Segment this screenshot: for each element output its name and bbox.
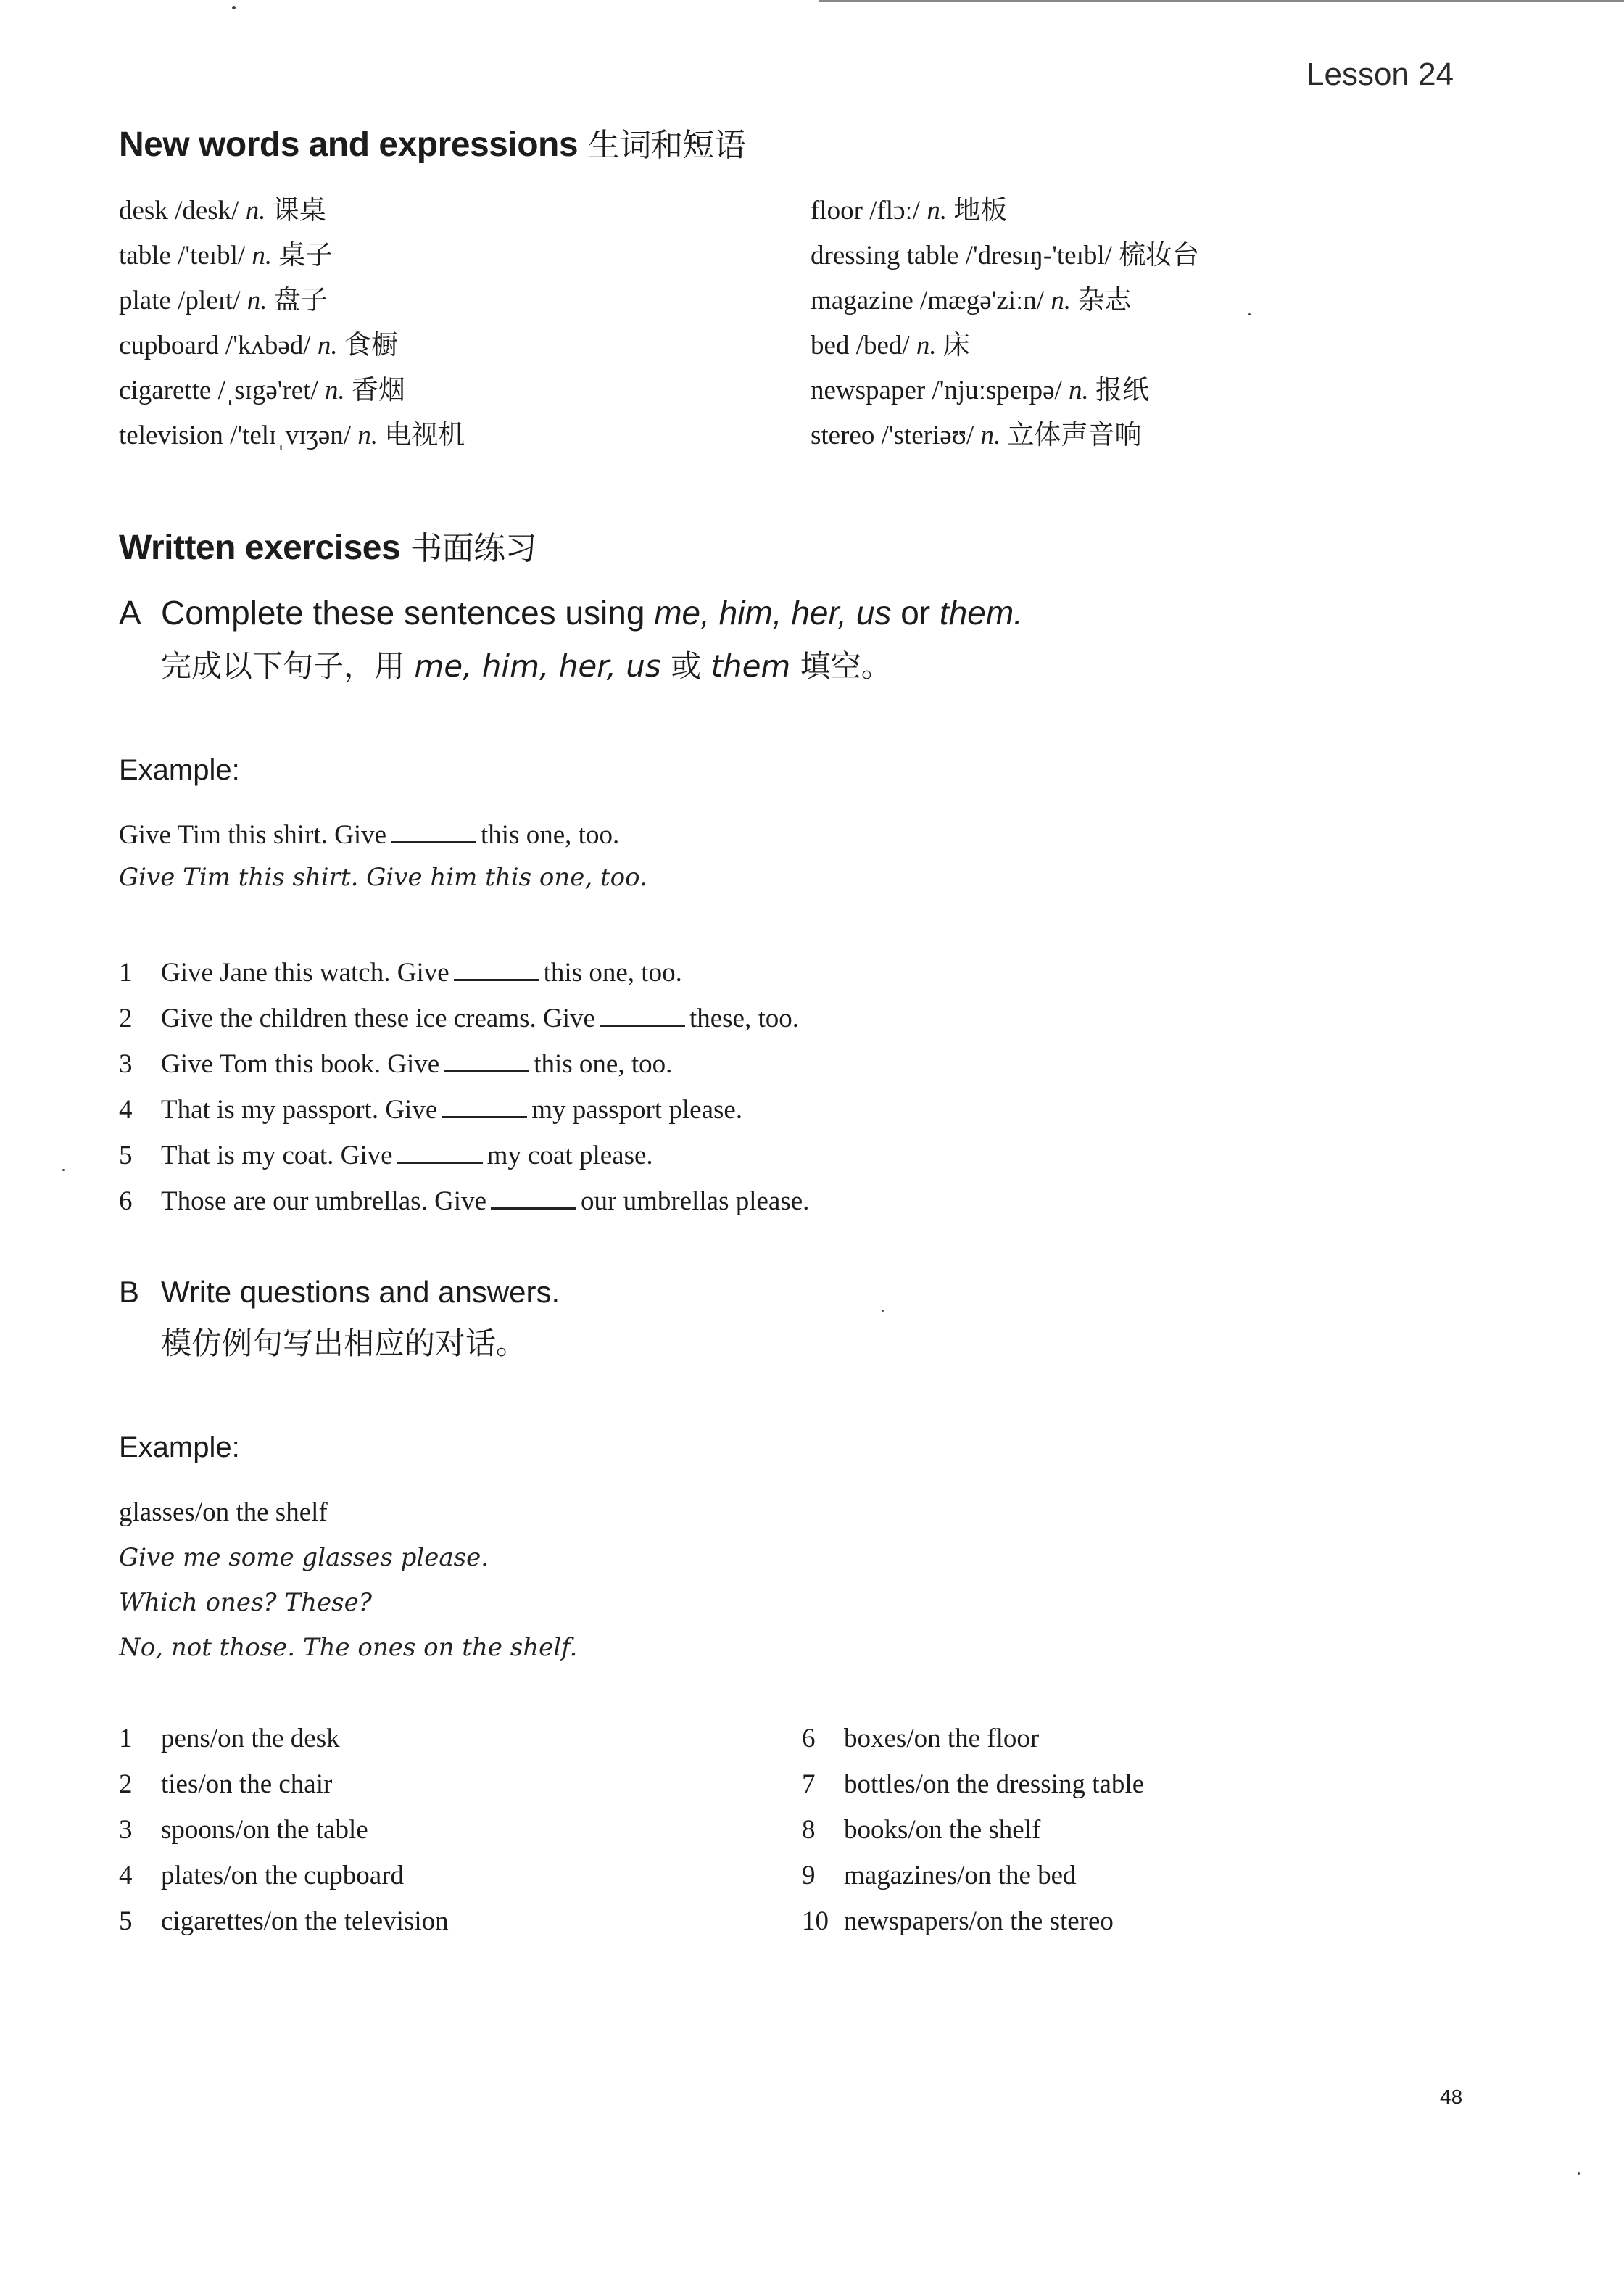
exercise-b-item: 10 newspapers/on the stereo xyxy=(802,1906,1114,1936)
scan-speck xyxy=(1248,313,1251,315)
vocab-heading-zh: 生词和短语 xyxy=(588,127,746,164)
exercise-a-item: 3 Give Tom this book. Give this one, too. xyxy=(119,1049,673,1079)
exercise-b-item: 6 boxes/on the floor xyxy=(802,1724,1040,1753)
exercise-a-item: 1 Give Jane this watch. Give this one, too. xyxy=(119,958,682,988)
page-number: 48 xyxy=(1440,2085,1463,2108)
exercise-b-item: 3 spoons/on the table xyxy=(119,1815,368,1845)
answer-blank[interactable] xyxy=(397,1143,483,1164)
vocab-heading-en: New words and expressions xyxy=(119,125,579,164)
written-heading-zh: 书面练习 xyxy=(410,530,537,567)
scan-speck xyxy=(1578,2172,1580,2175)
scan-speck xyxy=(62,1169,65,1171)
exercise-a-item: 4 That is my passport. Give my passport please. xyxy=(119,1095,743,1125)
exercise-a-item: 6 Those are our umbrellas. Give our umbrellas please. xyxy=(119,1186,810,1216)
header-rule xyxy=(819,0,1624,2)
exercise-b-right-list xyxy=(802,1716,1527,1944)
exercise-b-item: 1 pens/on the desk xyxy=(119,1724,340,1753)
lesson-label: Lesson 24 xyxy=(1306,57,1454,92)
written-heading xyxy=(119,522,536,568)
vocab-entry: television /'telɪˌvɪʒən/ n. 电视机 xyxy=(119,421,465,450)
vocab-heading xyxy=(119,119,746,165)
answer-blank[interactable] xyxy=(600,1006,685,1027)
exercise-b-item: 9 magazines/on the bed xyxy=(802,1861,1077,1890)
exercise-b-instruction-zh: 模仿例句写出相应的对话。 xyxy=(161,1326,527,1361)
exercise-a-letter: A xyxy=(119,594,141,632)
vocab-entry: floor /flɔː/ n. 地板 xyxy=(811,196,1008,226)
exercise-b-item: 2 ties/on the chair xyxy=(119,1769,333,1799)
exercise-a-example-label: Example: xyxy=(119,754,240,786)
exercise-b-letter: B xyxy=(119,1275,140,1309)
exercise-b-left-list xyxy=(119,1716,771,1944)
exercise-b-example-line: Which ones? These? xyxy=(119,1588,372,1617)
vocab-entry: plate /pleɪt/ n. 盘子 xyxy=(119,286,328,315)
answer-blank[interactable] xyxy=(444,1051,529,1072)
exercise-a-instruction: A Complete these sentences using me, him, her, us or them. 完成以下句子，用 me, him, her, us 或 them 填空。 xyxy=(119,593,1496,686)
scan-speck xyxy=(232,6,236,9)
exercise-b-example-prompt: glasses/on the shelf xyxy=(119,1497,328,1527)
exercise-b-instruction: B Write questions and answers. 模仿例句写出相应的对话。 xyxy=(119,1275,1496,1363)
vocab-right-column xyxy=(811,189,1536,458)
exercise-b-example-line: No, not those. The ones on the shelf. xyxy=(119,1633,578,1662)
vocab-entry: magazine /mægə'ziːn/ n. 杂志 xyxy=(811,286,1132,315)
vocab-entry: desk /desk/ n. 课桌 xyxy=(119,196,326,226)
exercise-b-item: 7 bottles/on the dressing table xyxy=(802,1769,1145,1799)
vocab-entry: cigarette /ˌsɪgə'ret/ n. 香烟 xyxy=(119,376,406,405)
exercise-b-item: 4 plates/on the cupboard xyxy=(119,1861,404,1890)
vocab-entry: table /'teɪbl/ n. 桌子 xyxy=(119,241,333,270)
exercise-a-list xyxy=(119,950,1134,1224)
answer-blank[interactable] xyxy=(442,1097,527,1118)
exercise-a-item: 5 That is my coat. Give my coat please. xyxy=(119,1141,653,1170)
exercise-a-example-prompt: Give Tim this shirt. Give this one, too. xyxy=(119,820,620,850)
scan-speck xyxy=(882,1310,884,1312)
answer-blank[interactable] xyxy=(491,1188,576,1210)
exercise-a-instruction-zh: 完成以下句子，用 me, him, her, us 或 them 填空。 xyxy=(161,648,892,684)
exercise-a-example-answer: Give Tim this shirt. Give him this one, too. xyxy=(119,863,647,892)
vocab-left-column xyxy=(119,189,800,458)
vocab-entry: dressing table /'dresɪŋ-'teɪbl/ 梳妆台 xyxy=(811,241,1200,270)
answer-blank[interactable] xyxy=(454,960,539,981)
written-heading-en: Written exercises xyxy=(119,529,401,567)
exercise-b-item: 8 books/on the shelf xyxy=(802,1815,1041,1845)
exercise-a-item: 2 Give the children these ice creams. Give these, too. xyxy=(119,1004,799,1033)
vocab-entry: newspaper /'njuːspeɪpə/ n. 报纸 xyxy=(811,376,1150,405)
exercise-b-example-line: Give me some glasses please. xyxy=(119,1543,489,1572)
answer-blank[interactable] xyxy=(391,822,476,843)
exercise-b-item: 5 cigarettes/on the television xyxy=(119,1906,449,1936)
vocab-entry: bed /bed/ n. 床 xyxy=(811,331,970,360)
vocab-entry: cupboard /'kʌbəd/ n. 食橱 xyxy=(119,331,398,360)
exercise-b-example-label: Example: xyxy=(119,1431,240,1463)
vocab-entry: stereo /'steriəʊ/ n. 立体声音响 xyxy=(811,421,1142,450)
